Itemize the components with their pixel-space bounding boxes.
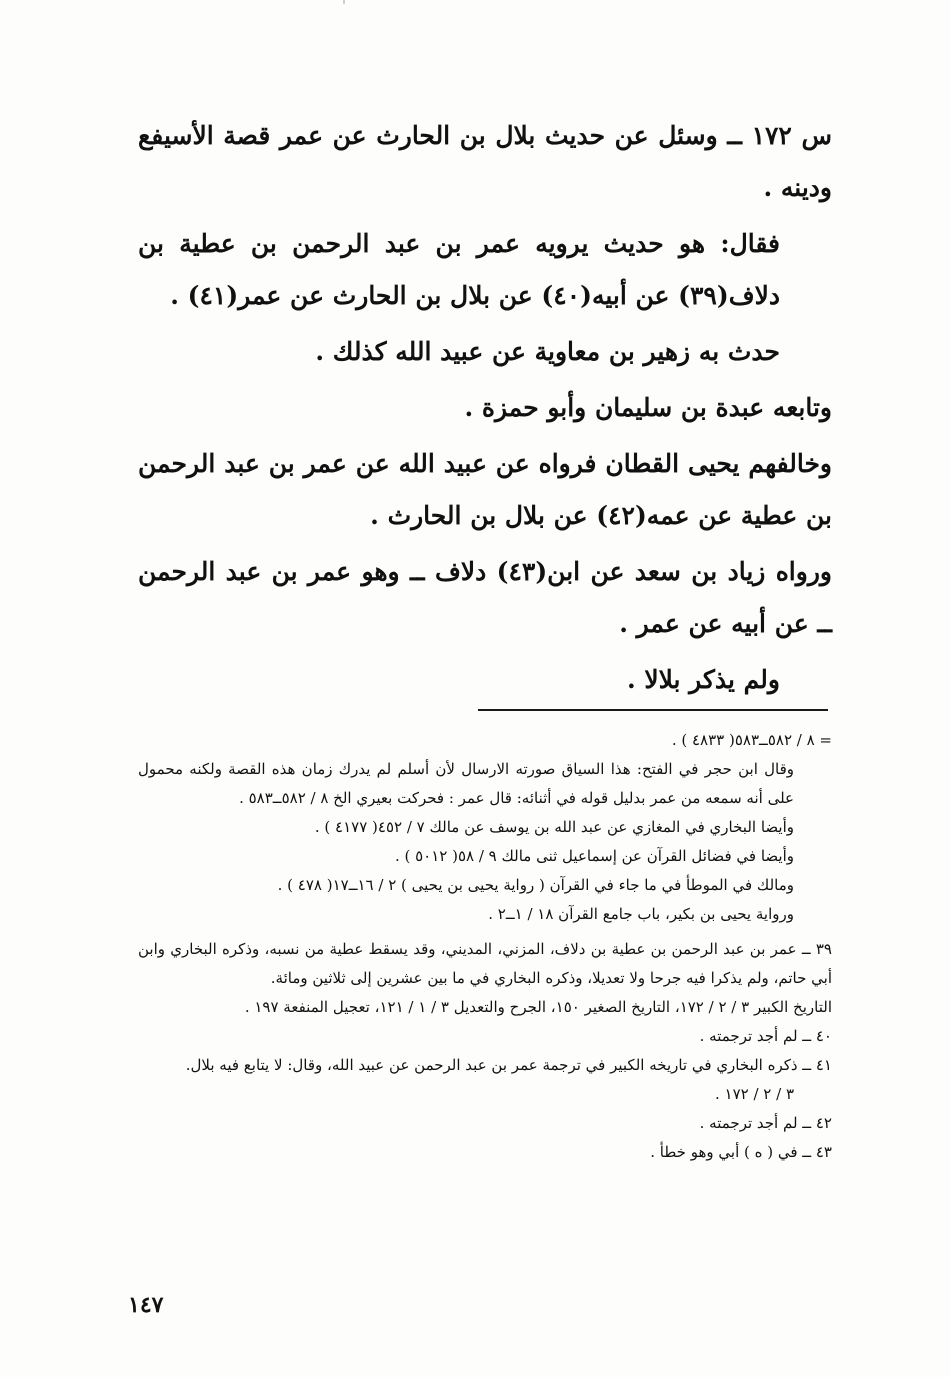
question-heading: س ١٧٢ ــ وسئل عن حديث بلال بن الحارث عن عمر قصة الأسيفع ودينه . [138,121,832,202]
footnote-40: ٤٠ ــ لم أجد ترجمته . [699,1027,832,1045]
footnote-continuation: وأيضا في فضائل القرآن عن إسماعيل ثنى مالك ٩ / ٥٨( ٥٠١٢ ) . [394,847,794,865]
footnote-continuation: ومالك في الموطأ في ما جاء في القرآن ( رواية يحيى بن يحيى ) ٢ / ١٦ــ١٧( ٤٧٨ ) . [277,876,794,894]
narration-paragraph: وخالفهم يحيى القطان فرواه عن عبيد الله عن عمر بن عبد الرحمن بن عطية عن عمه(٤٢) عن بلال بن الحارث . [138,449,832,530]
narration-paragraph: ولم يذكر بلالا . [626,665,780,694]
footnote-42: ٤٢ ــ لم أجد ترجمته . [699,1114,832,1132]
answer-paragraph: فقال: هو حديث يرويه عمر بن عبد الرحمن بن عطية بن دلاف(٣٩) عن أبيه(٤٠) عن بلال بن الحارث عن عمر(٤١) . [138,229,780,310]
footnote-continuation: وأيضا البخاري في المغازي عن عبد الله بن يوسف عن مالك ٧ / ٤٥٢( ٤١٧٧ ) . [314,818,794,836]
footnotes-block [138,726,832,1167]
narration-paragraph: حدث به زهير بن معاوية عن عبيد الله كذلك . [315,337,780,366]
scan-speck [343,0,345,4]
footnote-separator [478,709,828,711]
footnote-43: ٤٣ ــ في ( ه ) أبي وهو خطأ . [650,1143,832,1161]
footnote-39-references: التاريخ الكبير ٣ / ٢ / ١٧٢، التاريخ الصغير ١٥٠، الجرح والتعديل ٣ / ١ / ١٢١، تعجيل المنفعة ١٩٧ . [244,998,832,1016]
footnote-continuation: ورواية يحيى بن بكير، باب جامع القرآن ١٨ / ١ــ٢ . [488,905,794,923]
footnote-41-reference: ٣ / ٢ / ١٧٢ . [714,1085,794,1103]
narration-paragraph: وتابعه عبدة بن سليمان وأبو حمزة . [464,393,832,422]
footnote-continuation: وقال ابن حجر في الفتح: هذا السياق صورته الارسال لأن أسلم لم يدرك زمان هذه القصة ولكنه محمول على أنه سمعه من عمر بدليل قوله في أثنائه: قال عمر : فحركت بعيري الخ ٨ / ٥٨٢ــ٥٨٣ . [138,760,794,807]
footnote-39: ٣٩ ــ عمر بن عبد الرحمن بن عطية بن دلاف، المزني، المديني، وقد يسقط عطية من نسبه، وذكره البخاري وابن أبي حاتم، ولم يذكرا فيه جرحا ولا تعديلا، وذكره البخاري في ما بين عشرين إلى ثلاثين ومائة. [138,940,832,987]
footnote-continuation: = ٨ / ٥٨٢ــ٥٨٣( ٤٨٣٣ ) . [671,731,832,749]
footnote-41: ٤١ ــ ذكره البخاري في تاريخه الكبير في ترجمة عمر بن عبد الرحمن عن عبيد الله، وقال: لا يتابع فيه بلال. [185,1056,832,1074]
page-number: ١٤٧ [128,1292,164,1318]
main-text-block [138,110,832,710]
narration-paragraph: ورواه زياد بن سعد عن ابن(٤٣) دلاف ــ وهو عمر بن عبد الرحمن ــ عن أبيه عن عمر . [138,557,832,638]
